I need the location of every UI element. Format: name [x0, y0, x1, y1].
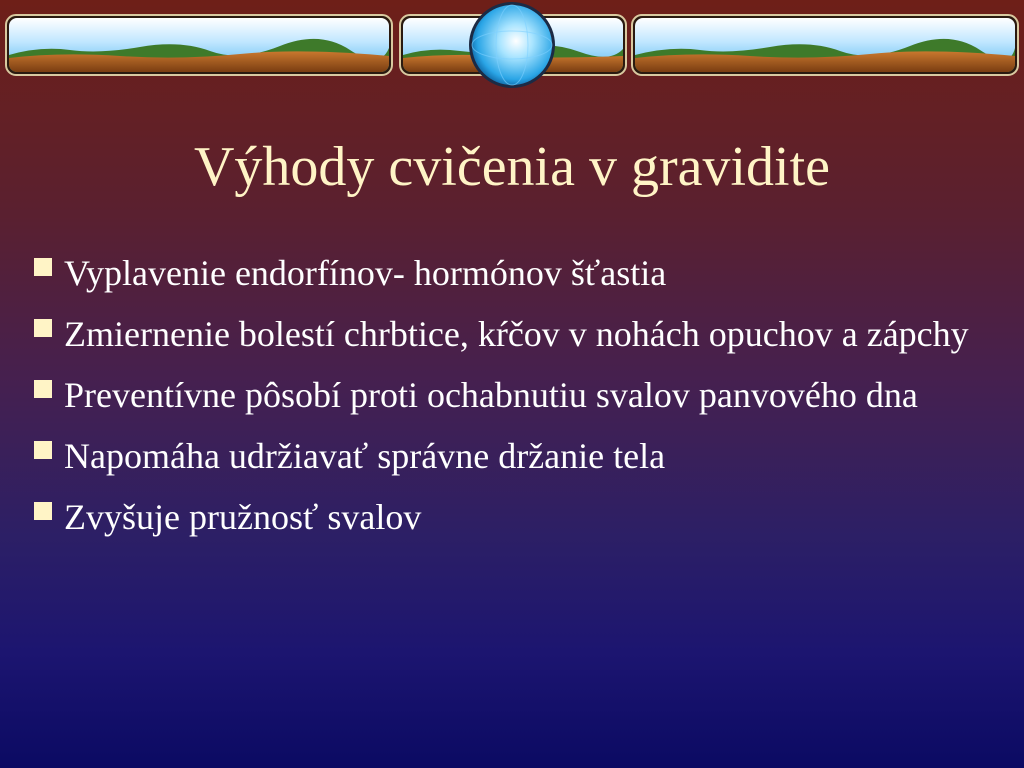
bullet-text: Zvyšuje pružnosť svalov: [64, 497, 422, 537]
square-bullet: [34, 258, 52, 276]
bullet-list: [30, 248, 990, 553]
bullet-text: Napomáha udržiavať správne držanie tela: [64, 436, 666, 476]
banner-panel-left: [6, 15, 392, 75]
square-bullet: [34, 441, 52, 459]
landscape-banner: [0, 0, 1024, 95]
globe-icon: [469, 2, 555, 88]
square-bullet: [34, 380, 52, 398]
bullet-item: [30, 248, 990, 298]
bullet-text: Vyplavenie endorfínov- hormónov šťastia: [64, 253, 667, 293]
banner-panel-right: [632, 15, 1018, 75]
bullet-item: [30, 492, 990, 542]
bullet-item: [30, 431, 990, 481]
bullet-text: Zmiernenie bolestí chrbtice, kŕčov v nohách opuchov a zápchy: [64, 314, 969, 354]
bullet-item: [30, 309, 990, 359]
square-bullet: [34, 502, 52, 520]
bullet-item: [30, 370, 990, 420]
bullet-text: Preventívne pôsobí proti ochabnutiu svalov panvového dna: [64, 375, 918, 415]
square-bullet: [34, 319, 52, 337]
slide-title: Výhody cvičenia v gravidite: [193, 136, 830, 198]
